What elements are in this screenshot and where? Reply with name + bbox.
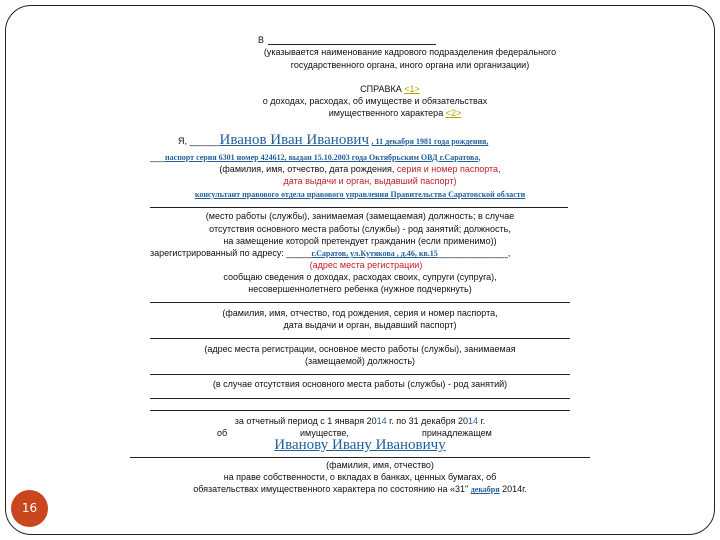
- job-hint-2: отсутствия основного места работы (службы) - род занятий; должность,: [209, 224, 511, 234]
- family-field-line: [150, 302, 570, 303]
- date-year: 2014г.: [499, 484, 527, 494]
- blank-line-2: [150, 410, 570, 411]
- address-hint: (адрес места регистрации): [309, 260, 423, 270]
- job-value: консультант правового отдела правового управления Правительства Саратовской области: [194, 190, 526, 199]
- family-address-line: [150, 338, 570, 339]
- footnote-link-1[interactable]: <1>: [404, 84, 420, 94]
- family-hint-2: дата выдачи и орган, выдавший паспорт): [283, 320, 457, 330]
- family-hint-4: (замещаемой) должность): [304, 356, 416, 366]
- period-year-start: 14: [376, 416, 387, 426]
- title-word: СПРАВКА: [360, 84, 402, 94]
- recipient-hint-1: (указывается наименование кадрового подразделения федерального: [263, 47, 557, 57]
- owner-line: [130, 439, 590, 452]
- job-field-line: [150, 207, 568, 208]
- title-line-2: о доходах, расходах, об имуществе и обязательствах: [262, 96, 488, 106]
- footnote-link-2[interactable]: <2>: [445, 108, 462, 118]
- passport-value: паспорт серия 6301 номер 424612, выдан 15.10.2003 года Октябрьским ОВД г.Саратова: [165, 153, 479, 162]
- recipient-line: [258, 34, 264, 46]
- period-line: [140, 415, 580, 427]
- property-word-1: об: [217, 428, 228, 438]
- job-hint-1: (место работы (службы), занимаемая (замещаемая) должность; в случае: [205, 211, 515, 221]
- period-text: г. по 31 декабря 20: [386, 416, 469, 426]
- page-number-badge: 16: [11, 490, 48, 527]
- family-hint-3: (адрес места регистрации, основное место работы (службы), занимаемая: [204, 344, 516, 354]
- hint-text-red: серия и номер паспорта,: [396, 164, 501, 174]
- declarant-hint-2: дата выдачи и орган, выдавший паспорт): [283, 176, 457, 186]
- owner-field-line: [130, 457, 590, 458]
- declarant-hint-1: [140, 163, 580, 175]
- recipient-field: [268, 44, 436, 45]
- declarant-line: Я, ______Иванов Иван Иванович , 11 декабря 1981 года рождения,: [178, 132, 489, 148]
- occupation-hint: (в случае отсутствия основного места работы (службы) - род занятий): [212, 379, 508, 389]
- period-year-end: 14: [468, 416, 479, 426]
- period-text: за отчетный период с 1 января 20: [234, 416, 377, 426]
- blank-line-1: [150, 398, 570, 399]
- family-hint-1: (фамилия, имя, отчество, год рождения, серия и номер паспорта,: [222, 308, 498, 318]
- recipient-label: В: [258, 35, 265, 45]
- declarant-name: Иванов Иван Иванович: [219, 132, 369, 148]
- address-label: зарегистрированный по адресу:: [150, 248, 284, 258]
- date-month: декабря: [470, 485, 500, 494]
- declarant-prefix: Я,: [178, 136, 187, 146]
- title-line-3-text: имущественного характера: [328, 108, 444, 118]
- title-line-3: [175, 107, 615, 119]
- recipient-hint-2: государственного органа, иного органа или организации): [290, 60, 530, 70]
- owner-hint: (фамилия, имя, отчество): [326, 460, 434, 470]
- date-text: обязательствах имущественного характера по состоянию на «31": [193, 484, 471, 494]
- job-hint-3: на замещение которой претендует гражданин (если применимо)): [223, 236, 497, 246]
- address-line: зарегистрированный по адресу: _____г.Саратов, ул.Кутякова , д.46, кв.15______________,: [150, 248, 511, 258]
- occupation-field-line: [150, 374, 570, 375]
- passport-line: ___паспорт серия 6301 номер 424612, выдан 15.10.2003 года Октябрьским ОВД г.Саратова,: [150, 152, 481, 162]
- owner-name: Иванову Ивану Ивановичу: [274, 437, 446, 453]
- period-text: г.: [478, 416, 486, 426]
- hint-text: (фамилия, имя, отчество, дата рождения,: [219, 164, 397, 174]
- doc-title: [170, 83, 610, 95]
- report-line-2: несовершеннолетнего ребенка (нужное подчеркнуть): [248, 284, 472, 294]
- rights-line: на праве собственности, о вкладах в банках, ценных бумагах, об: [223, 472, 497, 482]
- report-line-1: сообщаю сведения о доходах, расходах своих, супруги (супруга),: [223, 272, 497, 282]
- job-line: [150, 188, 570, 201]
- address-value: г.Саратов, ул.Кутякова , д.46, кв.15: [311, 249, 438, 258]
- declarant-birth: , 11 декабря 1981 года рождения,: [371, 137, 489, 146]
- date-line: [140, 483, 580, 496]
- property-word-2: имуществе,: [300, 428, 349, 438]
- property-word-3: принадлежащем: [422, 428, 492, 438]
